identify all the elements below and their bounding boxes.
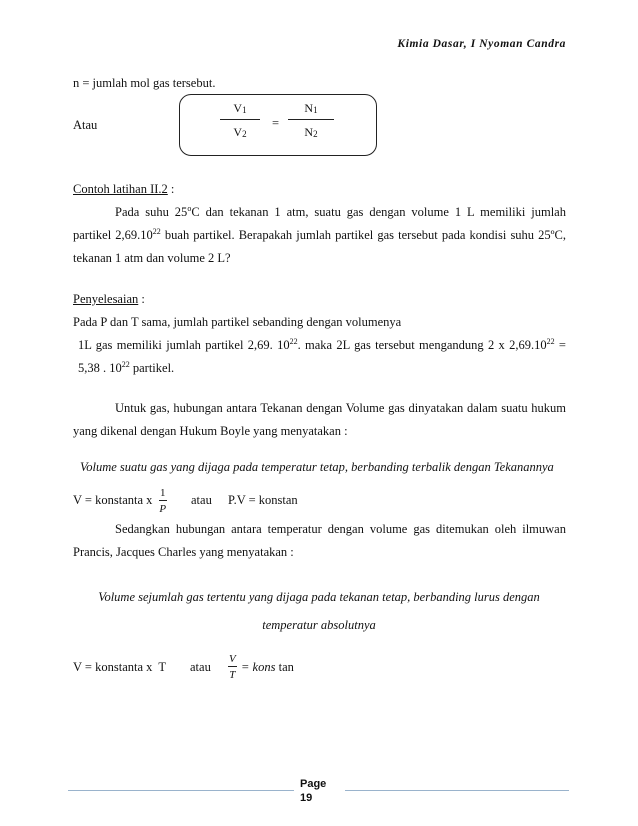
boyle-statement: Volume suatu gas yang dijaga pada temperatur tetap, berbanding terbalik dengan Tekanannya — [80, 460, 554, 474]
example-question: Pada suhu 25$^o$C dan tekanan 1 atm, suatu gas dengan volume 1 L memiliki jumlah partikel 2,69.10$^{22}$ buah partikel. Berapakah jumlah partikel gas tersebut pada kondisi suhu 25ºC, tekanan 1 atm dan volume 2 L? — [73, 203, 566, 265]
solution-title-suffix: : — [138, 292, 145, 306]
charles-statement — [60, 583, 578, 639]
running-header-author: Kimia Dasar, I Nyoman Candra — [397, 38, 566, 50]
page-number — [300, 777, 340, 805]
n2-symbol: N — [304, 125, 314, 139]
solution-heading — [73, 288, 566, 311]
boyle-eq-left: V = konstanta x — [73, 493, 153, 507]
page-number-value: 19 — [300, 792, 313, 804]
footer-rule-left — [68, 790, 294, 791]
charles-eq-left: V = konstanta x T — [73, 660, 167, 674]
charles-atau: atau — [190, 660, 211, 674]
boyle-eq-right: P.V = konstan — [228, 493, 298, 507]
example-title: Contoh latihan II.2 — [73, 182, 168, 196]
solution-line-1: Pada P dan T sama, jumlah partikel sebanding dengan volumenya — [73, 315, 402, 329]
boyle-intro: Untuk gas, hubungan antara Tekanan dengan Volume gas dinyatakan dalam suatu hukum yang dikenal dengan Hukum Boyle yang menyatakan : — [73, 401, 566, 438]
fraction-v1-v2 — [220, 101, 260, 140]
charles-statement-line-2: temperatur absolutnya — [262, 618, 376, 632]
fraction-n1-n2 — [288, 101, 334, 140]
v2-symbol: V — [233, 125, 243, 139]
example-title-suffix: : — [167, 182, 175, 196]
intro-line: n = jumlah mol gas tersebut. — [73, 76, 216, 90]
formula-box — [179, 94, 377, 156]
boyle-fraction — [159, 486, 167, 516]
charles-intro: Sedangkan hubungan antara temperatur dengan volume gas ditemukan oleh ilmuwan Prancis, Jacques Charles yang menyatakan : — [73, 522, 566, 559]
boyle-equation — [73, 486, 493, 516]
v2-subscript: 2 — [242, 129, 247, 139]
boyle-frac-num: 1 — [160, 487, 166, 499]
charles-frac-den: T — [229, 669, 236, 681]
n1-symbol: N — [304, 101, 314, 115]
v1-symbol: V — [233, 101, 243, 115]
v1-subscript: 1 — [242, 105, 247, 115]
n2-subscript: 2 — [313, 129, 318, 139]
charles-statement-line-1: Volume sejumlah gas tertentu yang dijaga pada tekanan tetap, berbanding lurus dengan — [98, 590, 540, 604]
charles-frac-num: V — [229, 653, 236, 665]
atau-label: Atau — [73, 118, 98, 132]
charles-eq-right: = kons tan — [241, 660, 294, 674]
footer-rule-right — [345, 790, 569, 791]
boyle-frac-den: P — [159, 503, 167, 515]
charles-fraction — [228, 652, 237, 682]
boyle-atau: atau — [191, 493, 212, 507]
solution-title: Penyelesaian — [73, 292, 139, 306]
page-label: Page — [300, 778, 327, 790]
example-heading — [73, 178, 566, 201]
solution-calculation: 1L gas memiliki jumlah partikel 2,69. $10^{22}$. maka 2L gas tersebut mengandung 2 x $2,69.10^{22} = 5,38$ . $10^{22}$ partikel. — [78, 336, 566, 375]
charles-equation — [73, 652, 493, 686]
equals-sign: = — [272, 116, 280, 130]
n1-subscript: 1 — [313, 105, 318, 115]
